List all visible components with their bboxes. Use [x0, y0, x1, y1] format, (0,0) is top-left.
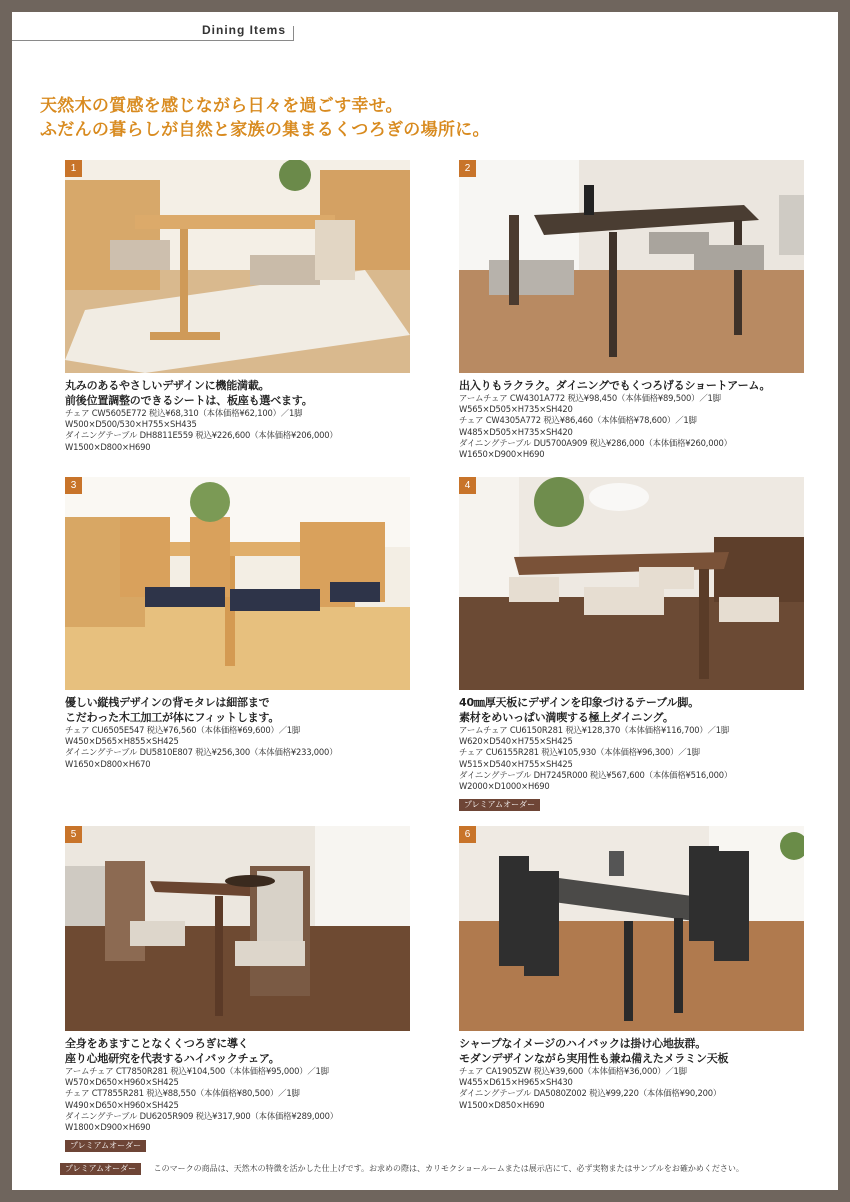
headline-line-1: 天然木の質感を感じながら日々を過ごす幸せ。	[40, 96, 403, 116]
item-spec: W570×D650×H960×SH425	[65, 1077, 179, 1088]
item-spec: W2000×D1000×H690	[459, 781, 550, 792]
item-spec: チェア CU6505E547 税込¥76,560（本体価格¥69,600）／1脚	[65, 725, 301, 735]
item-number-3: 3	[65, 477, 82, 494]
item-spec: W1650×D800×H670	[65, 758, 151, 769]
item-spec: ダイニングテーブル DA5080Z002 税込¥99,220（本体価格¥90,200）	[459, 1088, 722, 1099]
item-spec: ダイニングテーブル DH7245R000 税込¥567,600（本体価格¥516,000）	[459, 769, 733, 780]
product-description-4	[459, 695, 819, 811]
item-heading: 座り心地研究を代表するハイバックチェア。	[65, 1052, 280, 1065]
item-spec: W450×D565×H855×SH425	[65, 736, 179, 747]
footer-note	[60, 1163, 744, 1175]
page-headline	[40, 94, 490, 142]
product-description-3	[65, 695, 425, 770]
item-spec: W515×D540×H755×SH425	[459, 758, 573, 769]
product-description-5	[65, 1036, 425, 1152]
item-heading: シャープなイメージのハイバックは掛け心地抜群。	[459, 1037, 707, 1050]
product-photo-6	[459, 826, 804, 1039]
item-spec: チェア CU6155R281 税込¥105,930（本体価格¥96,300）／1脚	[459, 747, 700, 758]
product-description-6	[459, 1036, 819, 1111]
item-number-1: 1	[65, 160, 82, 177]
item-number-4: 4	[459, 477, 476, 494]
item-spec: W485×D505×H735×SH420	[459, 426, 573, 437]
item-spec: W1500×D800×H690	[65, 441, 151, 452]
item-spec: チェア CA1905ZW 税込¥39,600（本体価格¥36,000）／1脚	[459, 1066, 687, 1076]
item-spec: チェア CT7855R281 税込¥88,550（本体価格¥80,500）／1脚	[65, 1088, 300, 1099]
item-spec: W1650×D900×H690	[459, 449, 545, 460]
item-heading: 丸みのあるやさしいデザインに機能満載。	[65, 379, 270, 392]
item-number-2: 2	[459, 160, 476, 177]
premium-order-badge: プレミアムオーダー	[459, 799, 540, 811]
item-number-5: 5	[65, 826, 82, 843]
item-heading: 前後位置調整のできるシートは、板座も選べます。	[65, 394, 313, 407]
item-spec: アームチェア CW4301A772 税込¥98,450（本体価格¥89,500）／1脚	[459, 393, 721, 403]
item-spec: アームチェア CT7850R281 税込¥104,500（本体価格¥95,000）／1脚	[65, 1066, 329, 1076]
product-description-1	[65, 378, 425, 453]
footer-note-text: このマークの商品は、天然木の特徴を活かした仕上げです。お求めの際は、カリモクショールームまたは展示店にて、必ず実物またはサンプルをお確かめください。	[153, 1164, 744, 1173]
product-photo-4	[459, 477, 804, 690]
product-photo-1	[65, 160, 410, 373]
headline-line-2: ふだんの暮らしが自然と家族の集まるくつろぎの場所に。	[40, 120, 490, 140]
item-heading: 出入りもラクラク。ダイニングでもくつろげるショートアーム。	[459, 379, 771, 392]
item-spec: W1800×D900×H690	[65, 1122, 151, 1133]
catalog-page	[12, 12, 838, 1190]
header-rule-cap	[293, 26, 294, 40]
section-title: Dining Items	[202, 23, 287, 37]
product-photo-2	[459, 160, 804, 373]
item-spec: W1500×D850×H690	[459, 1099, 545, 1110]
item-heading: こだわった木工加工が体にフィットします。	[65, 711, 280, 724]
item-spec: チェア CW4305A772 税込¥86,460（本体価格¥78,600）／1脚	[459, 415, 697, 426]
item-spec: W620×D540×H755×SH425	[459, 736, 573, 747]
item-spec: アームチェア CU6150R281 税込¥128,370（本体価格¥116,700）／1脚	[459, 725, 729, 735]
item-heading: 素材をめいっぱい満喫する極上ダイニング。	[459, 711, 674, 724]
item-spec: W500×D500/530×H755×SH435	[65, 419, 197, 430]
item-spec: W455×D615×H965×SH430	[459, 1077, 573, 1088]
premium-order-badge: プレミアムオーダー	[65, 1140, 146, 1152]
premium-order-badge: プレミアムオーダー	[60, 1163, 141, 1175]
item-spec: W565×D505×H735×SH420	[459, 404, 573, 415]
item-heading: モダンデザインながら実用性も兼ね備えたメラミン天板	[459, 1052, 729, 1065]
item-spec: チェア CW5605E772 税込¥68,310（本体価格¥62,100）／1脚	[65, 408, 303, 418]
item-spec: ダイニングテーブル DU6205R909 税込¥317,900（本体価格¥289,000）	[65, 1110, 338, 1121]
item-number-6: 6	[459, 826, 476, 843]
product-photo-3	[65, 477, 410, 690]
header-rule	[12, 40, 294, 41]
item-spec: ダイニングテーブル DU5810E807 税込¥256,300（本体価格¥233,000）	[65, 747, 338, 758]
item-spec: ダイニングテーブル DH8811E559 税込¥226,600（本体価格¥206,000）	[65, 430, 338, 441]
item-heading: 40㎜厚天板にデザインを印象づけるテーブル脚。	[459, 696, 699, 709]
item-spec: W490×D650×H960×SH425	[65, 1099, 179, 1110]
product-photo-5	[65, 826, 410, 1039]
product-description-2	[459, 378, 819, 460]
item-spec: ダイニングテーブル DU5700A909 税込¥286,000（本体価格¥260,000）	[459, 437, 732, 448]
item-heading: 優しい縦桟デザインの背モタレは細部まで	[65, 696, 270, 709]
item-heading: 全身をあますことなくくつろぎに導く	[65, 1037, 249, 1050]
